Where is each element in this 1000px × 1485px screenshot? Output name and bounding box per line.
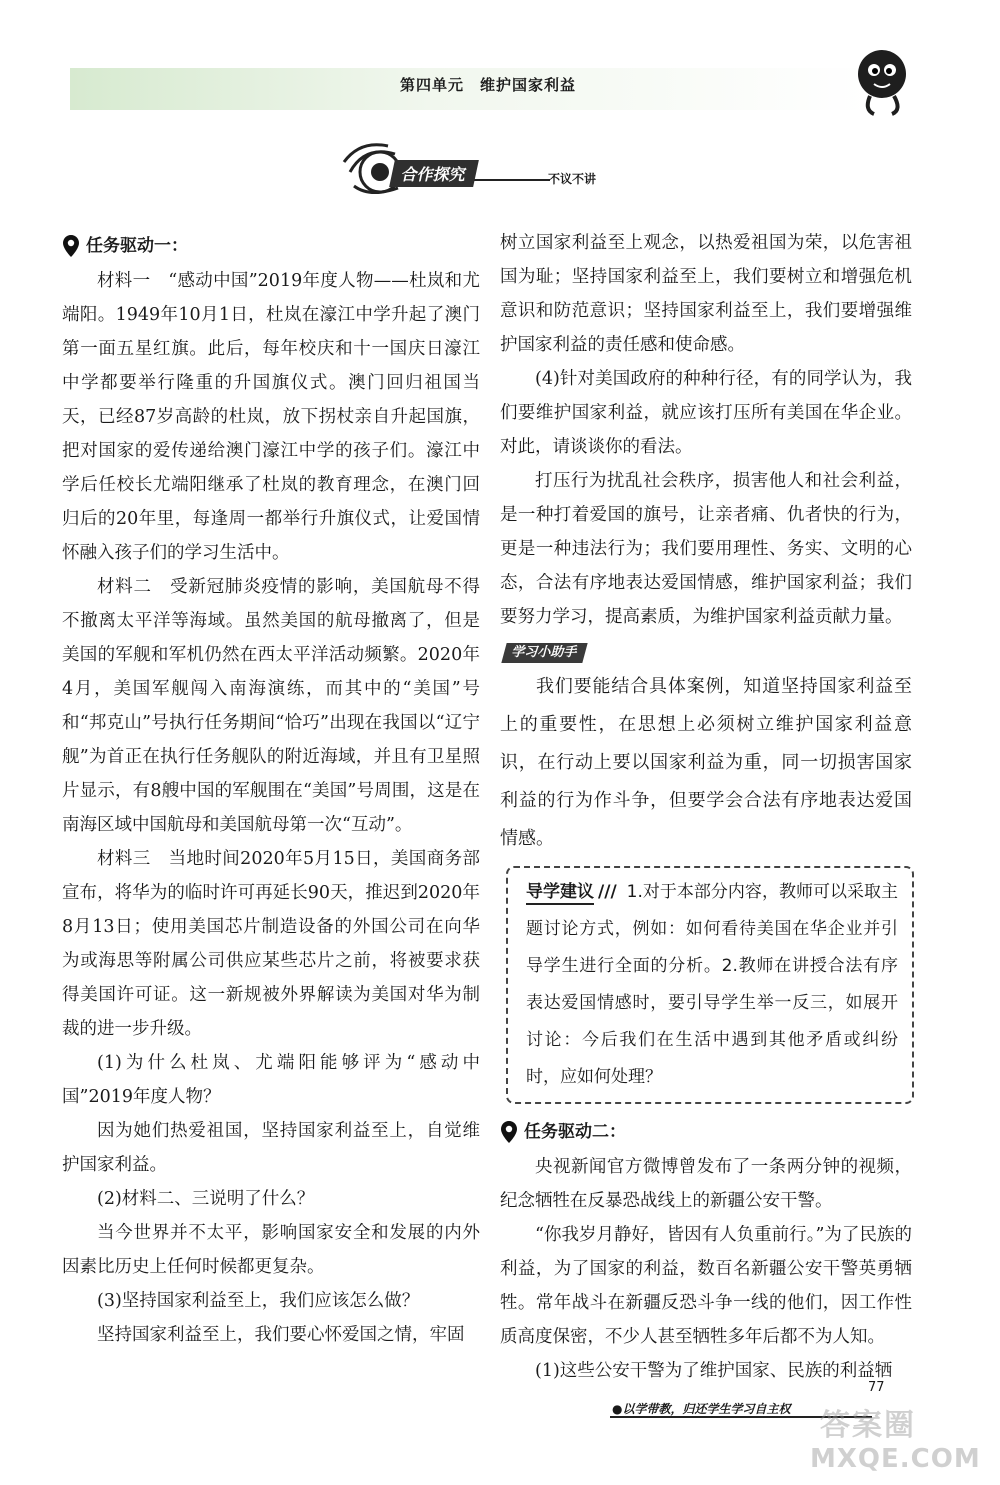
material-3: 材料三 当地时间2020年5月15日，美国商务部宣布，将华为的临时许可再延长90天，推迟到2020年8月13日；使用美国芯片制造设备的外国公司在向华为或海思等附属公司供应某些芯片之前，将被要求获得美国许可证。这一新规被外界解读为美国对华为制裁的进一步升级。 [62,849,480,1039]
study-helper-text: 我们要能结合具体案例，知道坚持国家利益至上的重要性，在思想上必须树立维护国家利益意识，在行动上要以国家利益为重，同一切损害国家利益的行为作斗争，但要学会合法有序地表达爱国情感。 [500,676,912,849]
banner-title: 合作探究 [389,160,479,187]
task2-question-1: (1)这些公安干警为了维护国家、民族的利益牺 [535,1361,893,1381]
answer-2: 当今世界并不太平，影响国家安全和发展的内外因素比历史上任何时候都更复杂。 [62,1223,480,1277]
task2-paragraph-1: 央视新闻官方微博曾发布了一条两分钟的视频，纪念牺牲在反暴恐战线上的新疆公安干警。 [500,1157,912,1211]
answer-3-continued: 树立国家利益至上观念，以热爱祖国为荣，以危害祖国为耻；坚持国家利益至上，我们要树立和增强危机意识和防范意识；坚持国家利益至上，我们要增强维护国家利益的责任感和使命感。 [500,233,912,355]
task1-heading [62,228,480,264]
page-number: 77 [868,1380,885,1395]
guide-slash: /// [598,882,617,902]
banner-subtitle: 不议不讲 [548,172,597,186]
mascot-icon [840,40,920,120]
material-1: 材料一 “感动中国”2019年度人物——杜岚和尤端阳。1949年10月1日，杜岚在濠江中学升起了澳门第一面五星红旗。此后，每年校庆和十一国庆日濠江中学都要举行隆重的升国旗仪式。澳门回归祖国当天，已经87岁高龄的杜岚，放下拐杖亲自升起国旗，把对国家的爱传递给澳门濠江中学的孩子们。濠江中学后任校长尤端阳继承了杜岚的教育理念，在澳门回归后的20年里，每逢周一都举行升旗仪式，让爱国情怀融入孩子们的学习生活中。 [62,271,480,563]
guide-suggestion-box [506,866,914,1104]
question-1: (1)为什么杜岚、尤端阳能够评为“感动中国”2019年度人物？ [62,1053,480,1107]
question-4: (4)针对美国政府的种种行径，有的同学认为，我们要维护国家利益，就应该打压所有美国在华企业。对此，请谈谈你的看法。 [500,369,912,457]
guide-label: 导学建议 [526,882,594,905]
location-pin-icon [62,234,80,258]
task2-title: 任务驱动二： [524,1122,626,1142]
task2-paragraph-2: “你我岁月静好，皆因有人负重前行。”为了民族的利益，为了国家的利益，数百名新疆公安干警英勇牺牲。常年战斗在新疆反恐斗争一线的他们，因工作性质高度保密，不少人甚至牺牲多年后都不为人知。 [500,1225,912,1347]
location-pin-icon [500,1120,518,1144]
task1-title: 任务驱动一： [86,236,188,256]
study-helper-label: 学习小助手 [501,643,587,663]
left-column [62,228,480,1352]
footer-motto: ●以学带教，归还学生学习自主权 [612,1402,791,1416]
answer-3-start: 坚持国家利益至上，我们要心怀爱国之情，牢固 [97,1325,465,1345]
task2-heading [500,1114,912,1150]
watermark-top: 答案圈 [820,1408,916,1443]
material-2: 材料二 受新冠肺炎疫情的影响，美国航母不得不撤离太平洋等海域。虽然美国的航母撤离了，但是美国的军舰和军机仍然在西太平洋活动频繁。2020年4月，美国军舰闯入南海演练，而其中的“美国”号和“邦克山”号执行任务期间“恰巧”出现在我国以“辽宁舰”为首正在执行任务舰队的附近海域，并且有卫星照片显示，有8艘中国的军舰围在“美国”号周围，这是在南海区域中国航母和美国航母第一次“互动”。 [62,577,480,835]
answer-1: 因为她们热爱祖国，坚持国家利益至上，自觉维护国家利益。 [62,1121,480,1175]
watermark [800,1400,990,1480]
watermark-bottom: MXQE.COM [810,1444,981,1474]
right-column [500,226,912,1388]
guide-text: 1.对于本部分内容，教师可以采取主题讨论方式，例如：如何看待美国在华企业并引导学生进行全面的分析。2.教师在讲授合法有序表达爱国情感时，要引导学生举一反三，如展开讨论：今后我们在生活中遇到其他矛盾或纠纷时，应如何处理？ [526,882,898,1087]
answer-4: 打压行为扰乱社会秩序，损害他人和社会利益，是一种打着爱国的旗号，让亲者痛、仇者快的行为，更是一种违法行为；我们要用理性、务实、文明的心态，合法有序地表达爱国情感，维护国家利益；我们要努力学习，提高素质，为维护国家利益贡献力量。 [500,471,912,627]
unit-title: 第四单元 维护国家利益 [400,76,577,94]
question-3: (3)坚持国家利益至上，我们应该怎么做？ [97,1291,420,1311]
question-2: (2)材料二、三说明了什么？ [97,1189,315,1209]
